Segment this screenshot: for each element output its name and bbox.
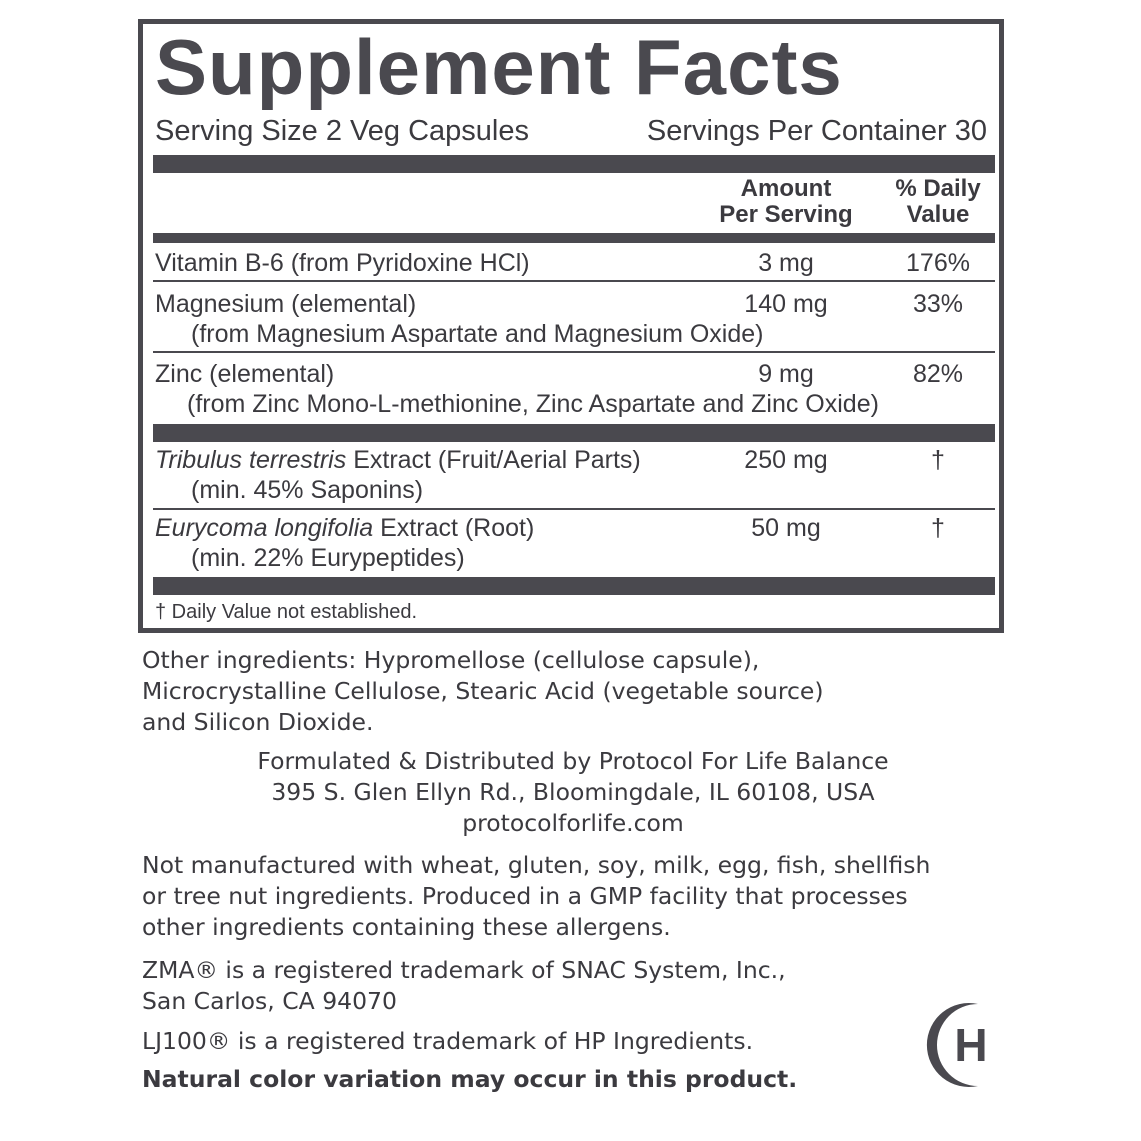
distributor-info: [150, 746, 996, 839]
daily-value-header-line2: Value: [906, 201, 970, 228]
ingredient-standardization: (min. 45% Saponins): [191, 476, 424, 504]
daily-value-header-line1: % Daily: [895, 175, 981, 202]
nutrient-amount: 9 mg: [758, 360, 814, 388]
nutrient-source: (from Magnesium Aspartate and Magnesium Oxide): [191, 320, 764, 348]
nutrient-name: Magnesium (elemental): [155, 290, 417, 318]
amount-header: [706, 176, 866, 228]
row-divider: [153, 280, 995, 282]
zma-trademark-location: San Carlos, CA 94070: [142, 987, 397, 1015]
nutrient-source: (from Zinc Mono-L-methionine, Zinc Aspartate and Zinc Oxide): [187, 390, 879, 418]
logo-letter: H: [954, 1019, 988, 1071]
other-ingredients: [142, 645, 824, 738]
daily-value-footnote: † Daily Value not established.: [155, 601, 418, 623]
nutrient-daily-value: 176%: [906, 249, 970, 277]
allergen-line: or tree nut ingredients. Produced in a GMP facility that processes: [142, 882, 908, 910]
distributor-website: protocolforlife.com: [462, 809, 684, 837]
medium-divider: [153, 233, 995, 243]
ingredient-extract-part: Extract (Root): [373, 514, 535, 542]
nutrient-amount: 140 mg: [744, 290, 828, 318]
nutrient-daily-value: 82%: [912, 360, 964, 388]
allergen-line: Not manufactured with wheat, gluten, soy, milk, egg, fish, shellfish: [142, 851, 931, 879]
ingredient-amount: 50 mg: [751, 514, 821, 542]
other-ingredients-line: Other ingredients: Hypromellose (cellulose capsule),: [142, 646, 760, 674]
supplement-facts-panel: [138, 19, 1004, 633]
servings-per-container: Servings Per Container 30: [646, 115, 987, 147]
ingredient-latin-name: Eurycoma longifolia: [155, 514, 374, 542]
thick-divider: [153, 155, 995, 173]
allergen-statement: [142, 850, 930, 943]
distributor-line: Formulated & Distributed by Protocol For Life Balance: [257, 747, 889, 775]
amount-header-line1: Amount: [740, 175, 832, 202]
ingredient-name: [155, 513, 534, 543]
ingredient-name: [155, 445, 641, 475]
row-divider: [153, 508, 995, 510]
zma-trademark-notice: [142, 955, 786, 1017]
other-ingredients-line: Microcrystalline Cellulose, Stearic Acid (vegetable source): [142, 677, 824, 705]
ingredient-daily-value: †: [931, 514, 945, 542]
nutrient-amount: 3 mg: [758, 249, 814, 277]
zma-trademark-line: ZMA® is a registered trademark of SNAC System, Inc.,: [142, 956, 786, 984]
amount-header-line2: Per Serving: [719, 201, 853, 228]
ingredient-amount: 250 mg: [744, 446, 828, 474]
thick-divider: [153, 424, 995, 442]
color-variation-note: Natural color variation may occur in this product.: [142, 1065, 798, 1093]
panel-title: Supplement Facts: [155, 23, 843, 111]
thick-divider: [153, 577, 995, 595]
other-ingredients-line: and Silicon Dioxide.: [142, 708, 374, 736]
row-divider: [153, 351, 995, 353]
nutrient-daily-value: 33%: [912, 290, 964, 318]
allergen-line: other ingredients containing these allergens.: [142, 913, 671, 941]
daily-value-header: [883, 176, 993, 228]
ingredient-standardization: (min. 22% Eurypeptides): [191, 544, 465, 572]
distributor-address: 395 S. Glen Ellyn Rd., Bloomingdale, IL 60108, USA: [271, 778, 875, 806]
serving-size: Serving Size 2 Veg Capsules: [155, 115, 529, 147]
h-crescent-logo-icon: [924, 998, 998, 1092]
ingredient-extract-part: Extract (Fruit/Aerial Parts): [346, 446, 641, 474]
ingredient-latin-name: Tribulus terrestris: [155, 446, 347, 474]
ingredient-daily-value: †: [931, 446, 945, 474]
lj100-trademark-notice: LJ100® is a registered trademark of HP Ingredients.: [142, 1027, 754, 1055]
nutrient-name: Zinc (elemental): [155, 360, 335, 388]
nutrient-name: Vitamin B-6 (from Pyridoxine HCl): [155, 249, 530, 277]
